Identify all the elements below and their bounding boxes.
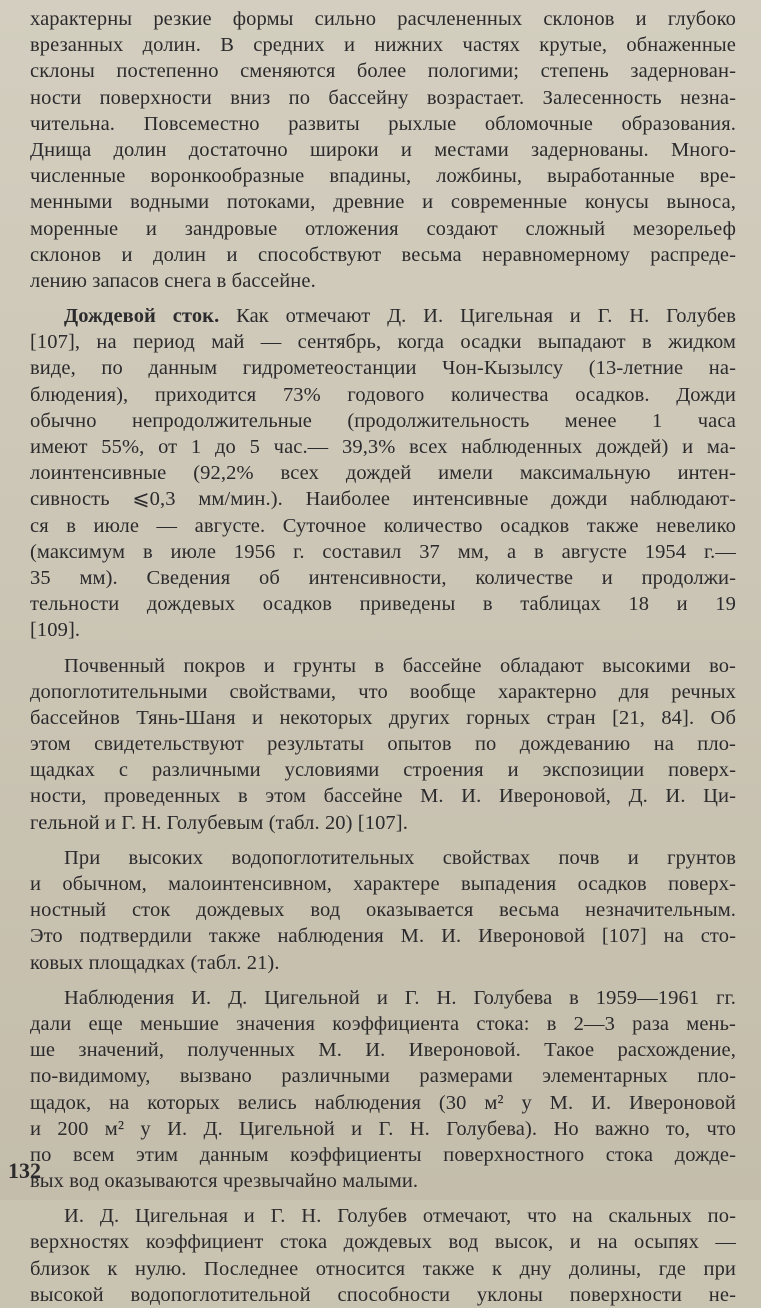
text-line: ности поверхности вниз по бассейну возрастает. Залесенность незна- [30, 86, 736, 109]
text-line: ковых площадках (табл. 21). [30, 951, 280, 974]
text-line: тельности дождевых осадков приведены в таблицах 18 и 19 [30, 593, 736, 616]
text-line: по всем этим данным коэффициенты поверхностного стока дожде- [30, 1143, 736, 1166]
text-line: чительна. Повсеместно развиты рыхлые обломочные образования. [30, 112, 736, 135]
text-line: Днища долин достаточно широки и местами задернованы. Много- [30, 138, 736, 161]
text-line: [107], на период май — сентябрь, когда осадки выпадают в жидком [30, 331, 736, 354]
paragraph-soil [30, 653, 736, 836]
text-line: И. Д. Цигельная и Г. Н. Голубев отмечают, что на скальных по- [64, 1205, 736, 1228]
text-line: Почвенный покров и грунты в бассейне обладают высокими во- [64, 654, 736, 677]
paragraph-rain-runoff [30, 303, 736, 643]
text-line: щадок, на которых велись наблюдения (30 м² у М. И. Ивероновой [30, 1091, 736, 1114]
text-line: врезанных долин. В средних и нижних частях крутые, обнаженные [30, 34, 736, 57]
text-line: склонов и долин и способствуют весьма неравномерному распреде- [30, 243, 736, 266]
text-line: гельной и Г. Н. Голубевым (табл. 20) [107]. [30, 811, 408, 834]
text-line: ности, проведенных в этом бассейне М. И. Ивероновой, Д. И. Ци- [30, 785, 736, 808]
text-line: лоинтенсивные (92,2% всех дождей имели максимальную интен- [30, 462, 736, 485]
text-line: склоны постепенно сменяются более пологими; степень задернован- [30, 60, 736, 83]
paragraph-rock-surfaces [30, 1203, 736, 1308]
text-line: моренные и зандровые отложения создают сложный мезорельеф [30, 217, 736, 240]
text-line: ше значений, полученных М. И. Ивероновой. Такое расхождение, [30, 1039, 736, 1062]
page-number: 132 [8, 1158, 41, 1183]
text-line: высокой водопоглотительной способности уклоны поверхности не- [30, 1283, 736, 1306]
text-line: имеют 55%, от 1 до 5 час.— 39,3% всех наблюденных дождей) и ма- [30, 436, 736, 458]
text-line: вых вод оказываются чрезвычайно малыми. [30, 1170, 419, 1193]
text-line: бассейнов Тянь-Шаня и некоторых других горных стран [21, 84]. Об [30, 706, 736, 729]
paragraph-observations [30, 985, 736, 1195]
text-line: обычно непродолжительные (продолжительность менее 1 часа [30, 409, 736, 432]
text-line: этом свидетельствуют результаты опытов по дождеванию на пло- [30, 733, 736, 756]
text-line: Это подтвердили также наблюдения М. И. Ивероновой [107] на сто- [30, 925, 736, 948]
text-line: близок к нулю. Последнее относится также к дну долины, где при [30, 1257, 736, 1280]
paragraph-absorption [30, 845, 736, 976]
text-line: щадках с различными условиями строения и экспозиции поверх- [30, 759, 736, 782]
text-line: виде, по данным гидрометеостанции Чон-Кызылсу (13-летние на- [30, 357, 736, 380]
text-line: верхностях коэффициент стока дождевых вод высок, и на осыпях — [30, 1231, 736, 1254]
section-heading: Дождевой сток. [64, 305, 220, 328]
text-line: характерны резкие формы сильно расчлененных склонов и глубоко [30, 8, 736, 30]
text-run: Как отмечают Д. И. Цигельная и Г. Н. Голубев [219, 305, 737, 328]
text-line: ся в июле — августе. Суточное количество осадков также невелико [30, 514, 736, 537]
text-line: лению запасов снега в бассейне. [30, 269, 316, 292]
text-line: менными водными потоками, древние и современные конусы выноса, [30, 191, 736, 214]
text-line [30, 303, 736, 329]
text-line: (максимум в июле 1956 г. составил 37 мм, а в августе 1954 г.— [30, 540, 736, 563]
body-text [30, 6, 736, 1308]
text-line: по-видимому, вызвано различными размерами элементарных пло- [30, 1065, 736, 1088]
text-line: и обычном, малоинтенсивном, характере выпадения осадков поверх- [30, 873, 736, 895]
text-line: 35 мм). Сведения об интенсивности, количестве и продолжи- [30, 566, 736, 589]
paragraph-relief [30, 6, 736, 294]
text-line: [109]. [30, 619, 81, 642]
text-line: численные воронкообразные впадины, ложбины, выработанные вре- [30, 165, 736, 188]
text-line: допоглотительными свойствами, что вообще характерно для речных [30, 680, 736, 703]
text-line: дали еще меньшие значения коэффициента стока: в 2—3 раза мень- [30, 1012, 736, 1035]
text-line: Наблюдения И. Д. Цигельной и Г. Н. Голубева в 1959—1961 гг. [64, 986, 736, 1009]
text-line: блюдения), приходится 73% годового количества осадков. Дожди [30, 383, 736, 406]
text-line: ностный сток дождевых вод оказывается весьма незначительным. [30, 899, 736, 922]
text-line: При высоких водопоглотительных свойствах почв и грунтов [64, 846, 736, 869]
text-line: сивность ⩽0,3 мм/мин.). Наиболее интенсивные дожди наблюдают- [30, 488, 736, 511]
text-line: и 200 м² у И. Д. Цигельной и Г. Н. Голубева). Но важно то, что [30, 1117, 736, 1140]
